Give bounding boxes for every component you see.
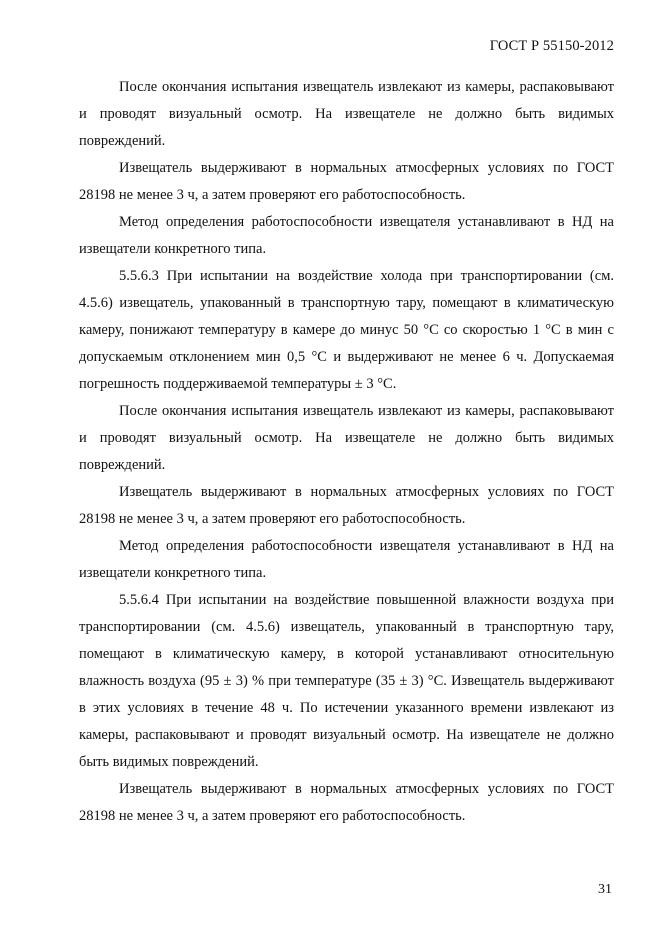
paragraph: 5.5.6.3 При испытании на воздействие холода при транспортировании (см. 4.5.6) извещатель, упакованный в транспортную тару, помещают в климатическую камеру, понижают температуру в камере до минус 50 °С со скоростью 1 °С в мин с допускаемым отклонением мин 0,5 °С и выдерживают не менее 6 ч. Допускаемая погрешность поддерживаемой температуры ± 3 °С.: [79, 268, 614, 392]
paragraph: Извещатель выдерживают в нормальных атмосферных условиях по ГОСТ 28198 не менее 3 ч, а затем проверяют его работоспособность.: [79, 160, 614, 203]
paragraph: Метод определения работоспособности извещателя устанавливают в НД на извещатели конкретного типа.: [79, 538, 614, 581]
paragraph: Извещатель выдерживают в нормальных атмосферных условиях по ГОСТ 28198 не менее 3 ч, а затем проверяют его работоспособность.: [79, 781, 614, 824]
paragraph: 5.5.6.4 При испытании на воздействие повышенной влажности воздуха при транспортировании (см. 4.5.6) извещатель, упакованный в транспортную тару, помещают в климатическую камеру, в которой устанавливают относительную влажность воздуха (95 ± 3) % при температуре (35 ± 3) °С. Извещатель выдерживают в этих условиях в течение 48 ч. По истечении указанного времени извлекают из камеры, распаковывают и проводят визуальный осмотр. На извещателе не должно быть видимых повреждений.: [79, 592, 614, 770]
document-header-id: ГОСТ Р 55150-2012: [489, 38, 614, 54]
paragraph: Метод определения работоспособности извещателя устанавливают в НД на извещатели конкретного типа.: [79, 214, 614, 257]
paragraph: После окончания испытания извещатель извлекают из камеры, распаковывают и проводят визуальный осмотр. На извещателе не должно быть видимых повреждений.: [79, 403, 614, 473]
document-body: [79, 74, 614, 830]
paragraph: После окончания испытания извещатель извлекают из камеры, распаковывают и проводят визуальный осмотр. На извещателе не должно быть видимых повреждений.: [79, 79, 614, 149]
paragraph: Извещатель выдерживают в нормальных атмосферных условиях по ГОСТ 28198 не менее 3 ч, а затем проверяют его работоспособность.: [79, 484, 614, 527]
page-number: 31: [598, 882, 612, 897]
